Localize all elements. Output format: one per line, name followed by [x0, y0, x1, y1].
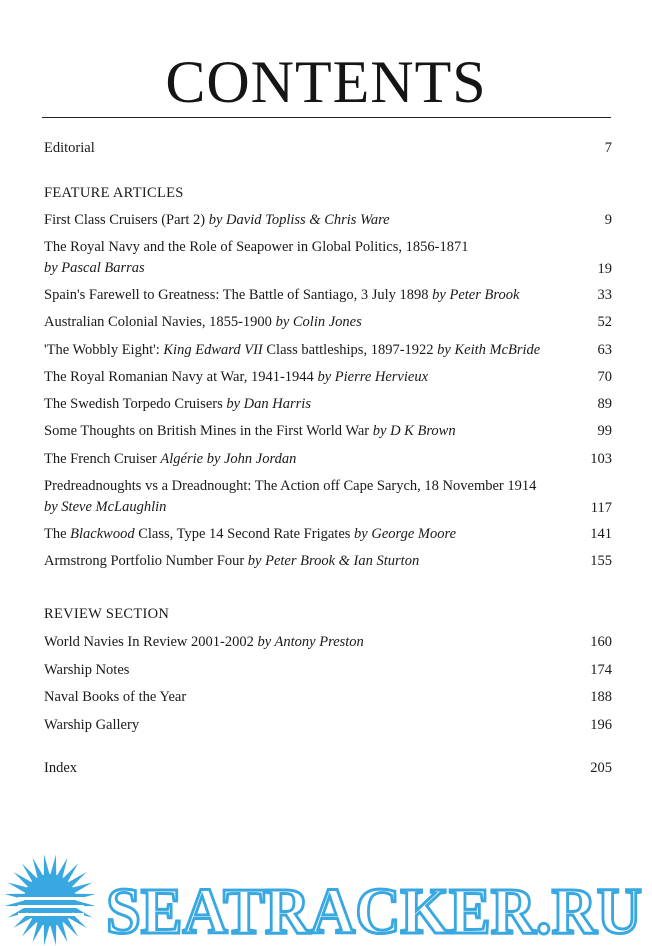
- toc-page-number: 160: [590, 634, 612, 650]
- toc-page-number: 205: [590, 760, 612, 776]
- toc-entry-author: by David Topliss & Chris Ware: [208, 212, 390, 228]
- toc-entry-title: First Class Cruisers (Part 2): [44, 212, 209, 228]
- toc-entry[interactable]: [44, 285, 612, 305]
- toc-page-number: 117: [590, 500, 612, 516]
- toc-index[interactable]: [44, 758, 612, 778]
- toc-entry-title: 'The Wobbly Eight':: [44, 342, 164, 358]
- toc-entry-title: Predreadnoughts vs a Dreadnought: The Action off Cape Sarych, 18 November 1914: [44, 478, 537, 494]
- toc-entry-ship-name: Algérie: [160, 451, 204, 467]
- toc-entry-title: The: [44, 526, 71, 542]
- toc-entry-author: by Pascal Barras: [44, 260, 145, 276]
- sun-icon: [4, 854, 95, 945]
- toc-entry[interactable]: [44, 715, 612, 735]
- toc-page-number: 70: [597, 369, 612, 385]
- toc-entry-author: by Colin Jones: [275, 314, 362, 330]
- toc-page-number: 52: [597, 314, 612, 330]
- toc-entry-author: by Antony Preston: [257, 634, 364, 650]
- toc-entry-title: Armstrong Portfolio Number Four: [44, 553, 248, 569]
- toc-entry-title: The French Cruiser: [44, 451, 161, 467]
- watermark-logo: [0, 848, 652, 946]
- watermark-text: SEATRACKER.RU: [106, 875, 642, 946]
- toc-page-number: 99: [597, 423, 612, 439]
- toc-entry-title: The Royal Navy and the Role of Seapower in Global Politics, 1856-1871: [44, 239, 469, 255]
- toc-entry-label: Index: [44, 760, 78, 776]
- toc-entry[interactable]: [44, 367, 612, 387]
- toc-entry-ship-name: Blackwood: [70, 526, 135, 542]
- toc-entry[interactable]: [44, 687, 612, 707]
- toc-page-number: 9: [604, 212, 612, 228]
- toc-entry-author: by Dan Harris: [226, 396, 311, 412]
- toc-entry-author: by Steve McLaughlin: [44, 499, 167, 515]
- toc-entry[interactable]: [44, 340, 612, 360]
- toc-page-number: 19: [597, 261, 612, 277]
- toc-entry[interactable]: [44, 476, 612, 518]
- toc-page-number: 174: [590, 662, 612, 678]
- toc-entry[interactable]: [44, 632, 612, 652]
- toc-page-number: 196: [590, 717, 612, 733]
- toc-entry-title: Some Thoughts on British Mines in the First World War: [44, 423, 373, 439]
- title-rule: [42, 117, 611, 118]
- toc-entry-title: The Royal Romanian Navy at War, 1941-1944: [44, 369, 318, 385]
- toc-entry-author: by Peter Brook & Ian Sturton: [247, 553, 420, 569]
- toc-entry[interactable]: [44, 394, 612, 414]
- toc-entry-title: Spain's Farewell to Greatness: The Battle of Santiago, 3 July 1898: [44, 287, 433, 303]
- toc-entry[interactable]: [44, 237, 612, 279]
- toc-entry-label: Editorial: [44, 140, 95, 156]
- toc-page-number: 103: [590, 451, 612, 467]
- toc-entry[interactable]: [44, 421, 612, 441]
- toc-entry-title: Warship Notes: [44, 662, 130, 678]
- toc-page-number: 141: [590, 526, 612, 542]
- toc-entry[interactable]: [44, 312, 612, 332]
- toc-entry-author: by George Moore: [354, 526, 457, 542]
- section-heading-review: REVIEW SECTION: [44, 606, 170, 622]
- toc-entry-author: by Peter Brook: [432, 287, 520, 303]
- toc-entry-title: Warship Gallery: [44, 717, 140, 733]
- toc-entry[interactable]: [44, 210, 612, 230]
- toc-page-number: 188: [590, 689, 612, 705]
- toc-page-number: 155: [590, 553, 612, 569]
- toc-entry-title: The Swedish Torpedo Cruisers: [44, 396, 227, 412]
- toc-entry[interactable]: [44, 524, 612, 544]
- toc-entry-author: by Pierre Hervieux: [317, 369, 429, 385]
- toc-entry-author: by D K Brown: [372, 423, 456, 439]
- toc-entry-title: Class battleships, 1897-1922: [262, 342, 438, 358]
- toc-page-number: 33: [597, 287, 612, 303]
- toc-entry-title: Naval Books of the Year: [44, 689, 187, 705]
- toc-editorial[interactable]: [44, 138, 612, 158]
- toc-entry[interactable]: [44, 449, 612, 469]
- toc-entry-ship-name: King Edward VII: [163, 342, 263, 358]
- toc-entry-title: Australian Colonial Navies, 1855-1900: [44, 314, 276, 330]
- toc-entry-title: Class, Type 14 Second Rate Frigates: [134, 526, 355, 542]
- toc-entry-title: World Navies In Review 2001-2002: [44, 634, 258, 650]
- toc-page-number: 63: [597, 342, 612, 358]
- toc-page-number: 7: [604, 140, 612, 156]
- toc-entry[interactable]: [44, 551, 612, 571]
- toc-page-number: 89: [597, 396, 612, 412]
- toc-entry[interactable]: [44, 660, 612, 680]
- toc-entry-author: by Keith McBride: [437, 342, 541, 358]
- toc-entry-author: by John Jordan: [206, 451, 297, 467]
- section-heading-feature: FEATURE ARTICLES: [44, 185, 184, 201]
- page-title: CONTENTS: [165, 49, 487, 115]
